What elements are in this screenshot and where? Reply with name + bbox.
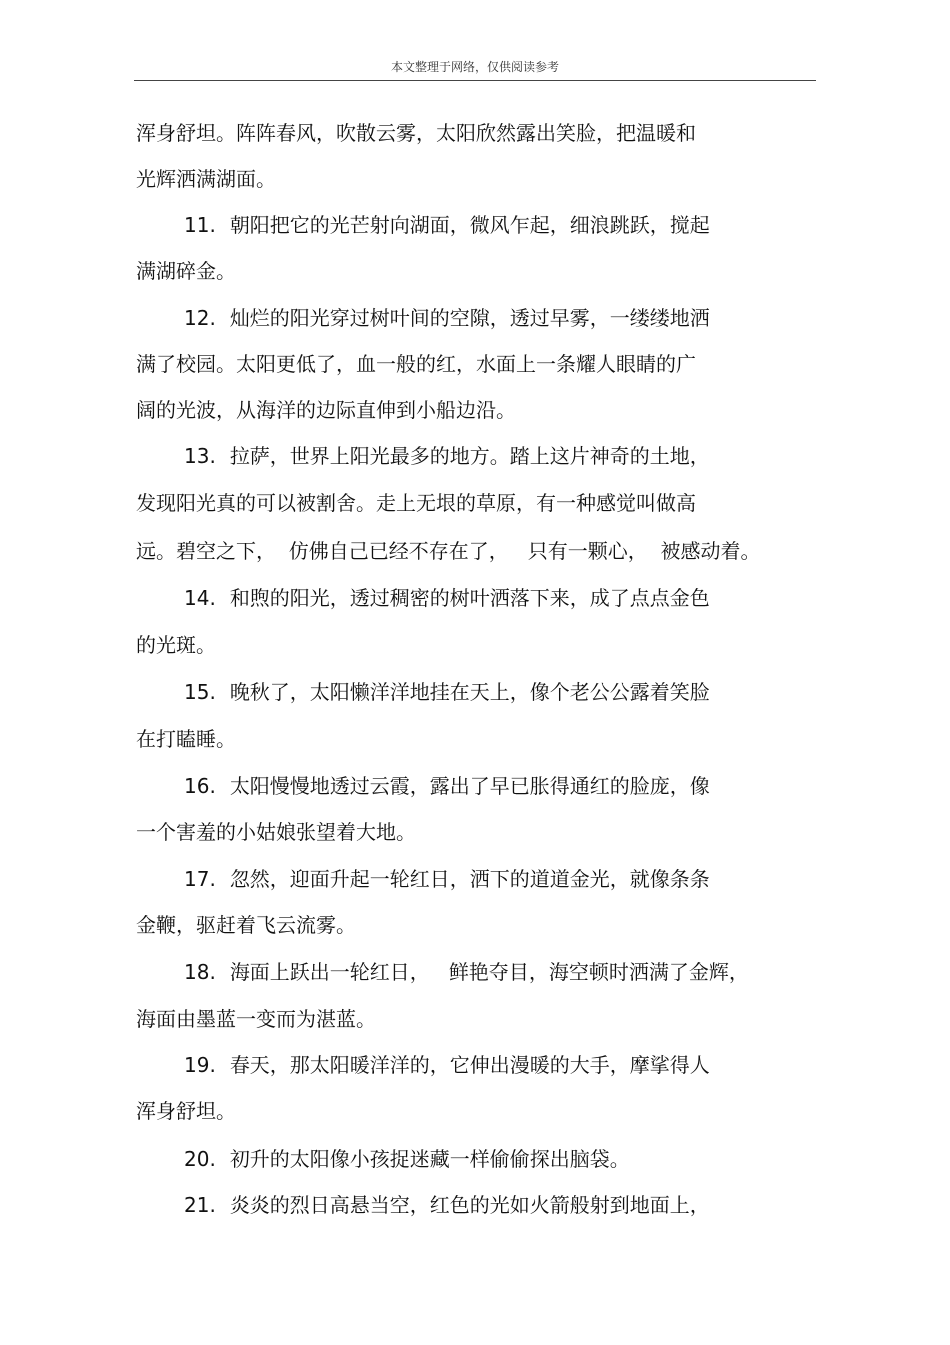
item-number: 13. xyxy=(184,444,216,468)
text-line: 在打瞌睡。 xyxy=(136,727,236,751)
text-line: 阔的光波，从海洋的边际直伸到小船边沿。 xyxy=(136,398,516,422)
list-item-20: 20. 初升的太阳像小孩捉迷藏一样偷偷探出脑袋。 xyxy=(184,1147,630,1171)
text-line: 浑身舒坦。阵阵春风，吹散云雾，太阳欣然露出笑脸，把温暖和 xyxy=(136,121,696,145)
text-line: 海面由墨蓝一变而为湛蓝。 xyxy=(136,1007,376,1031)
text-line: 浑身舒坦。 xyxy=(136,1099,236,1123)
item-number: 15. xyxy=(184,680,216,704)
list-item-18: 18. 海面上跃出一轮红日， 鲜艳夺目，海空顿时洒满了金辉， xyxy=(184,960,749,984)
text-line: 满了校园。太阳更低了，血一般的红，水面上一条耀人眼睛的广 xyxy=(136,352,696,376)
text-line: 的光斑。 xyxy=(136,633,216,657)
page-header: 本文整理于网络，仅供阅读参考 xyxy=(390,60,559,74)
text-line: 发现阳光真的可以被割舍。走上无垠的草原，有一种感觉叫做高 xyxy=(136,491,696,515)
item-number: 14. xyxy=(184,586,216,610)
item-number: 11. xyxy=(184,213,216,237)
list-item-11: 11. 朝阳把它的光芒射向湖面，微风乍起，细浪跳跃，搅起 xyxy=(184,213,710,237)
header-divider xyxy=(134,80,816,81)
list-item-19: 19. 春天，那太阳暖洋洋的，它伸出漫暖的大手，摩挲得人 xyxy=(184,1053,710,1077)
item-number: 21. xyxy=(184,1193,216,1217)
list-item-17: 17. 忽然，迎面升起一轮红日，洒下的道道金光，就像条条 xyxy=(184,867,710,891)
text-line: 光辉洒满湖面。 xyxy=(136,167,276,191)
item-number: 19. xyxy=(184,1053,216,1077)
text-line: 金鞭，驱赶着飞云流雾。 xyxy=(136,913,356,937)
item-number: 12. xyxy=(184,306,216,330)
item-number: 18. xyxy=(184,960,216,984)
text-line: 满湖碎金。 xyxy=(136,259,236,283)
text-line: 一个害羞的小姑娘张望着大地。 xyxy=(136,820,416,844)
list-item-12: 12. 灿烂的阳光穿过树叶间的空隙，透过早雾，一缕缕地洒 xyxy=(184,306,710,330)
text-line: 远。碧空之下， 仿佛自己已经不存在了， 只有一颗心， 被感动着。 xyxy=(136,539,761,563)
item-number: 17. xyxy=(184,867,216,891)
list-item-15: 15. 晚秋了，太阳懒洋洋地挂在天上，像个老公公露着笑脸 xyxy=(184,680,710,704)
list-item-13: 13. 拉萨，世界上阳光最多的地方。踏上这片神奇的土地， xyxy=(184,444,710,468)
item-number: 20. xyxy=(184,1147,216,1171)
list-item-16: 16. 太阳慢慢地透过云霞，露出了早已胀得通红的脸庞，像 xyxy=(184,774,710,798)
list-item-21: 21. 炎炎的烈日高悬当空，红色的光如火箭般射到地面上， xyxy=(184,1193,710,1217)
item-number: 16. xyxy=(184,774,216,798)
list-item-14: 14. 和煦的阳光，透过稠密的树叶洒落下来，成了点点金色 xyxy=(184,586,710,610)
